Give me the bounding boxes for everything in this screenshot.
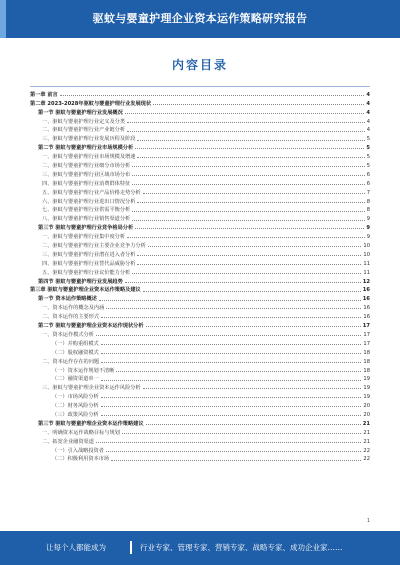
toc-entry[interactable]: [30, 133, 370, 142]
toc-entry[interactable]: [30, 187, 370, 196]
toc-entry-label: 六、驱蚊与婴童护理行业进出口情况分析: [42, 198, 136, 205]
toc-leader-dots: [111, 460, 361, 461]
toc-leader-dots: [146, 424, 361, 425]
header-banner: [0, 0, 400, 38]
toc-leader-dots: [116, 371, 361, 372]
toc-entry-page: 6: [366, 180, 370, 187]
toc-entry-label: （二）融资渠道单一: [52, 376, 99, 383]
toc-entry-label: 三、驱蚊与婴童护理行业潜在进入者分析: [42, 251, 136, 258]
toc-entry-page: 4: [366, 127, 370, 134]
toc-entry-page: 21: [363, 438, 370, 445]
toc-leader-dots: [101, 397, 362, 398]
toc-entry[interactable]: [30, 205, 370, 214]
footer-divider: [130, 541, 132, 554]
toc-entry[interactable]: [30, 267, 370, 276]
toc-leader-dots: [99, 300, 361, 301]
toc-entry-page: 18: [363, 367, 370, 374]
toc-entry-label: （一）资本运作规划不清晰: [52, 367, 115, 374]
toc-leader-dots: [101, 317, 361, 318]
toc-entry-page: 11: [363, 269, 370, 276]
toc-leader-dots: [132, 175, 364, 176]
toc-leader-dots: [148, 246, 362, 247]
toc-entry[interactable]: [30, 125, 370, 134]
toc-entry-page: 16: [362, 287, 370, 294]
toc-entry-label: 二、资本运作的主要形式: [42, 314, 100, 321]
toc-entry-label: （一）市场风险分析: [52, 394, 99, 401]
footer-slogan-left: 让每个人都能成为: [46, 543, 106, 552]
toc-entry-label: 二、驱蚊与婴童护理行业细分市场分析: [42, 163, 131, 170]
toc-entry-label: 第三节 驱蚊与婴童护理企业资本运作策略建议: [38, 420, 144, 427]
toc-leader-dots: [135, 148, 364, 149]
toc-entry-page: 9: [366, 234, 370, 241]
toc-entry[interactable]: [30, 302, 370, 311]
toc-entry-page: 9: [366, 216, 370, 223]
toc-leader-dots: [137, 255, 361, 256]
toc-entry-label: 八、驱蚊与婴童护理行业销售渠道分析: [42, 216, 131, 223]
toc-entry-page: 20: [363, 411, 370, 418]
toc-leader-dots: [143, 193, 365, 194]
toc-entry-page: 16: [363, 305, 370, 312]
toc-entry-label: 五、驱蚊与婴童护理行业产品价格走势分析: [42, 189, 141, 196]
toc-entry-page: 10: [363, 251, 370, 258]
toc-entry[interactable]: [30, 240, 370, 249]
toc-leader-dots: [125, 113, 365, 114]
toc-entry-page: 9: [366, 225, 370, 232]
toc-entry-label: 二、拓宽企业融资渠道: [42, 438, 94, 445]
toc-leader-dots: [143, 291, 361, 292]
toc-entry[interactable]: [30, 222, 370, 231]
toc-entry-page: 19: [363, 376, 370, 383]
toc-leader-dots: [60, 95, 365, 96]
toc-entry-label: 第一节 资本运作策略概述: [38, 296, 97, 303]
toc-leader-dots: [101, 406, 362, 407]
toc-entry-page: 22: [363, 447, 370, 454]
toc-leader-dots: [135, 228, 364, 229]
toc-entry-label: 第二章 2023-2028年驱蚊与婴童护理行业发展现状: [30, 100, 152, 107]
toc-leader-dots: [127, 131, 365, 132]
toc-leader-dots: [127, 237, 365, 238]
toc-entry-label: 一、明确资本运作战略目标与规划: [42, 429, 120, 436]
toc-entry-page: 8: [366, 207, 370, 214]
toc-entry-label: （二）积极利用资本市场: [52, 456, 110, 463]
toc-leader-dots: [137, 202, 364, 203]
toc-leader-dots: [146, 326, 361, 327]
toc-leader-dots: [106, 308, 361, 309]
toc-entry-page: 17: [362, 323, 370, 330]
toc-entry[interactable]: [30, 329, 370, 338]
toc-entry-page: 11: [363, 260, 370, 267]
toc-entry-page: 4: [366, 118, 370, 125]
toc-entry-label: 三、驱蚊与婴童护理行业区域市场分布: [42, 171, 131, 178]
toc-entry-label: （二）财务风险分析: [52, 403, 99, 410]
toc-entry[interactable]: [30, 231, 370, 240]
toc-leader-dots: [132, 220, 364, 221]
toc-entry[interactable]: [30, 445, 370, 454]
toc-entry[interactable]: [30, 258, 370, 267]
toc-leader-dots: [101, 362, 361, 363]
toc-entry[interactable]: [30, 365, 370, 374]
toc-entry-page: 5: [366, 154, 370, 161]
toc-entry-label: 三、驱蚊与婴童护理企业资本运作风险分析: [42, 385, 141, 392]
toc-entry[interactable]: [30, 178, 370, 187]
toc-entry-page: 6: [366, 171, 370, 178]
toc-entry-page: 18: [363, 358, 370, 365]
toc-entry-page: 16: [362, 296, 370, 303]
toc-entry-page: 7: [366, 189, 370, 196]
toc-entry-label: 第二节 驱蚊与婴童护理企业资本运作现状分析: [38, 323, 144, 330]
toc-divider: [30, 86, 370, 87]
toc-entry[interactable]: [30, 89, 370, 98]
toc-entry[interactable]: [30, 285, 370, 294]
toc-entry[interactable]: [30, 338, 370, 347]
toc-entry-page: 10: [363, 243, 370, 250]
toc-entry[interactable]: [30, 293, 370, 302]
toc-entry-label: 一、资本运作的概念及内涵: [42, 305, 105, 312]
toc-entry-label: 第二节 驱蚊与婴童护理行业市场规模分析: [38, 145, 134, 152]
toc-entry-page: 16: [363, 314, 370, 321]
toc-entry-label: （一）并购重组模式: [52, 340, 99, 347]
toc-entry-page: 20: [363, 403, 370, 410]
toc-entry-page: 19: [363, 385, 370, 392]
toc-entry-label: 第三章 驱蚊与婴童护理企业资本运作策略及建议: [30, 287, 141, 294]
toc-entry-label: （二）股权融资模式: [52, 349, 99, 356]
toc-entry-page: 12: [362, 278, 370, 285]
toc-entry-page: 4: [366, 109, 370, 116]
toc-entry[interactable]: [30, 116, 370, 125]
toc-entry-page: 4: [366, 91, 370, 98]
toc-entry-label: 第一节 驱蚊与婴童护理行业发展概况: [38, 109, 123, 116]
toc-leader-dots: [132, 184, 364, 185]
toc-entry-page: 5: [366, 163, 370, 170]
toc-entry-page: 5: [366, 136, 370, 143]
toc-entry[interactable]: [30, 409, 370, 418]
toc-entry[interactable]: [30, 213, 370, 222]
toc-leader-dots: [137, 140, 364, 141]
toc-entry-page: 8: [366, 198, 370, 205]
toc-leader-dots: [132, 273, 361, 274]
toc-entry-label: 二、驱蚊与婴童护理行业产业链分析: [42, 127, 126, 134]
toc-entry-label: 一、资本运作模式分析: [42, 331, 94, 338]
toc-heading: 内容目录: [171, 58, 228, 72]
toc-entry-label: 第三节 驱蚊与婴童护理行业竞争格局分析: [38, 225, 134, 232]
toc-entry-label: 一、驱蚊与婴童护理行业定义及分类: [42, 118, 126, 125]
toc-entry-label: 第一章 前言: [30, 91, 58, 98]
toc-leader-dots: [127, 122, 365, 123]
toc-entry-page: 18: [363, 349, 370, 356]
toc-leader-dots: [106, 451, 362, 452]
toc-entry[interactable]: [30, 151, 370, 160]
toc-entry[interactable]: [30, 311, 370, 320]
toc-leader-dots: [101, 380, 362, 381]
toc-entry[interactable]: [30, 374, 370, 383]
toc-entry[interactable]: [30, 276, 370, 285]
toc-entry[interactable]: [30, 454, 370, 463]
toc-entry-label: 一、驱蚊与婴童护理行业市场规模及增速: [42, 154, 136, 161]
toc-entry[interactable]: [30, 356, 370, 365]
toc-leader-dots: [153, 104, 364, 105]
toc-leader-dots: [96, 442, 362, 443]
table-of-contents: [30, 89, 370, 462]
toc-entry[interactable]: [30, 107, 370, 116]
toc-leader-dots: [125, 282, 361, 283]
toc-entry[interactable]: [30, 142, 370, 151]
footer-slogan-right: 行业专家、管理专家、营销专家、战略专家、成功企业家……: [140, 543, 343, 552]
toc-entry[interactable]: [30, 169, 370, 178]
toc-leader-dots: [96, 335, 362, 336]
toc-entry[interactable]: [30, 400, 370, 409]
toc-entry-page: 21: [363, 429, 370, 436]
toc-entry[interactable]: [30, 418, 370, 427]
toc-entry-label: 四、驱蚊与婴童护理行业消费群体特征: [42, 180, 131, 187]
toc-entry[interactable]: [30, 427, 370, 436]
toc-entry[interactable]: [30, 249, 370, 258]
toc-leader-dots: [101, 353, 362, 354]
toc-leader-dots: [137, 157, 364, 158]
toc-entry-label: 三、驱蚊与婴童护理行业发展历程及阶段: [42, 136, 136, 143]
toc-entry-label: 七、驱蚊与婴童护理行业供需平衡分析: [42, 207, 131, 214]
toc-entry[interactable]: [30, 382, 370, 391]
toc-leader-dots: [143, 388, 362, 389]
toc-entry-label: 四、驱蚊与婴童护理行业替代品威胁分析: [42, 260, 136, 267]
toc-leader-dots: [132, 166, 364, 167]
toc-entry-page: 17: [363, 331, 370, 338]
toc-entry[interactable]: [30, 160, 370, 169]
toc-leader-dots: [122, 433, 362, 434]
toc-entry-page: 22: [363, 456, 370, 463]
toc-entry-label: 二、驱蚊与婴童护理行业主要企业竞争力分析: [42, 243, 146, 250]
toc-entry[interactable]: [30, 320, 370, 329]
toc-entry-page: 19: [363, 394, 370, 401]
toc-entry[interactable]: [30, 98, 370, 107]
toc-entry-label: （一）引入战略投资者: [52, 447, 104, 454]
toc-entry-page: 21: [362, 420, 370, 427]
toc-entry[interactable]: [30, 436, 370, 445]
toc-entry-label: （三）政策风险分析: [52, 411, 99, 418]
toc-entry[interactable]: [30, 391, 370, 400]
toc-entry-label: 二、资本运作存在的问题: [42, 358, 100, 365]
footer-banner: [0, 531, 400, 565]
toc-entry-page: 5: [366, 145, 370, 152]
toc-leader-dots: [137, 264, 361, 265]
toc-leader-dots: [132, 211, 364, 212]
toc-entry-page: 17: [363, 340, 370, 347]
toc-entry[interactable]: [30, 196, 370, 205]
toc-entry[interactable]: [30, 347, 370, 356]
toc-entry-label: 一、驱蚊与婴童护理行业集中度分析: [42, 234, 126, 241]
toc-entry-label: 第四节 驱蚊与婴童护理行业发展趋势: [38, 278, 123, 285]
toc-leader-dots: [101, 344, 362, 345]
toc-entry-page: 4: [366, 100, 370, 107]
page-number: 1: [366, 518, 370, 524]
report-title: 驱蚊与婴童护理企业资本运作策略研究报告: [92, 12, 308, 25]
toc-leader-dots: [101, 415, 362, 416]
toc-entry-label: 五、驱蚊与婴童护理行业议价能力分析: [42, 269, 131, 276]
